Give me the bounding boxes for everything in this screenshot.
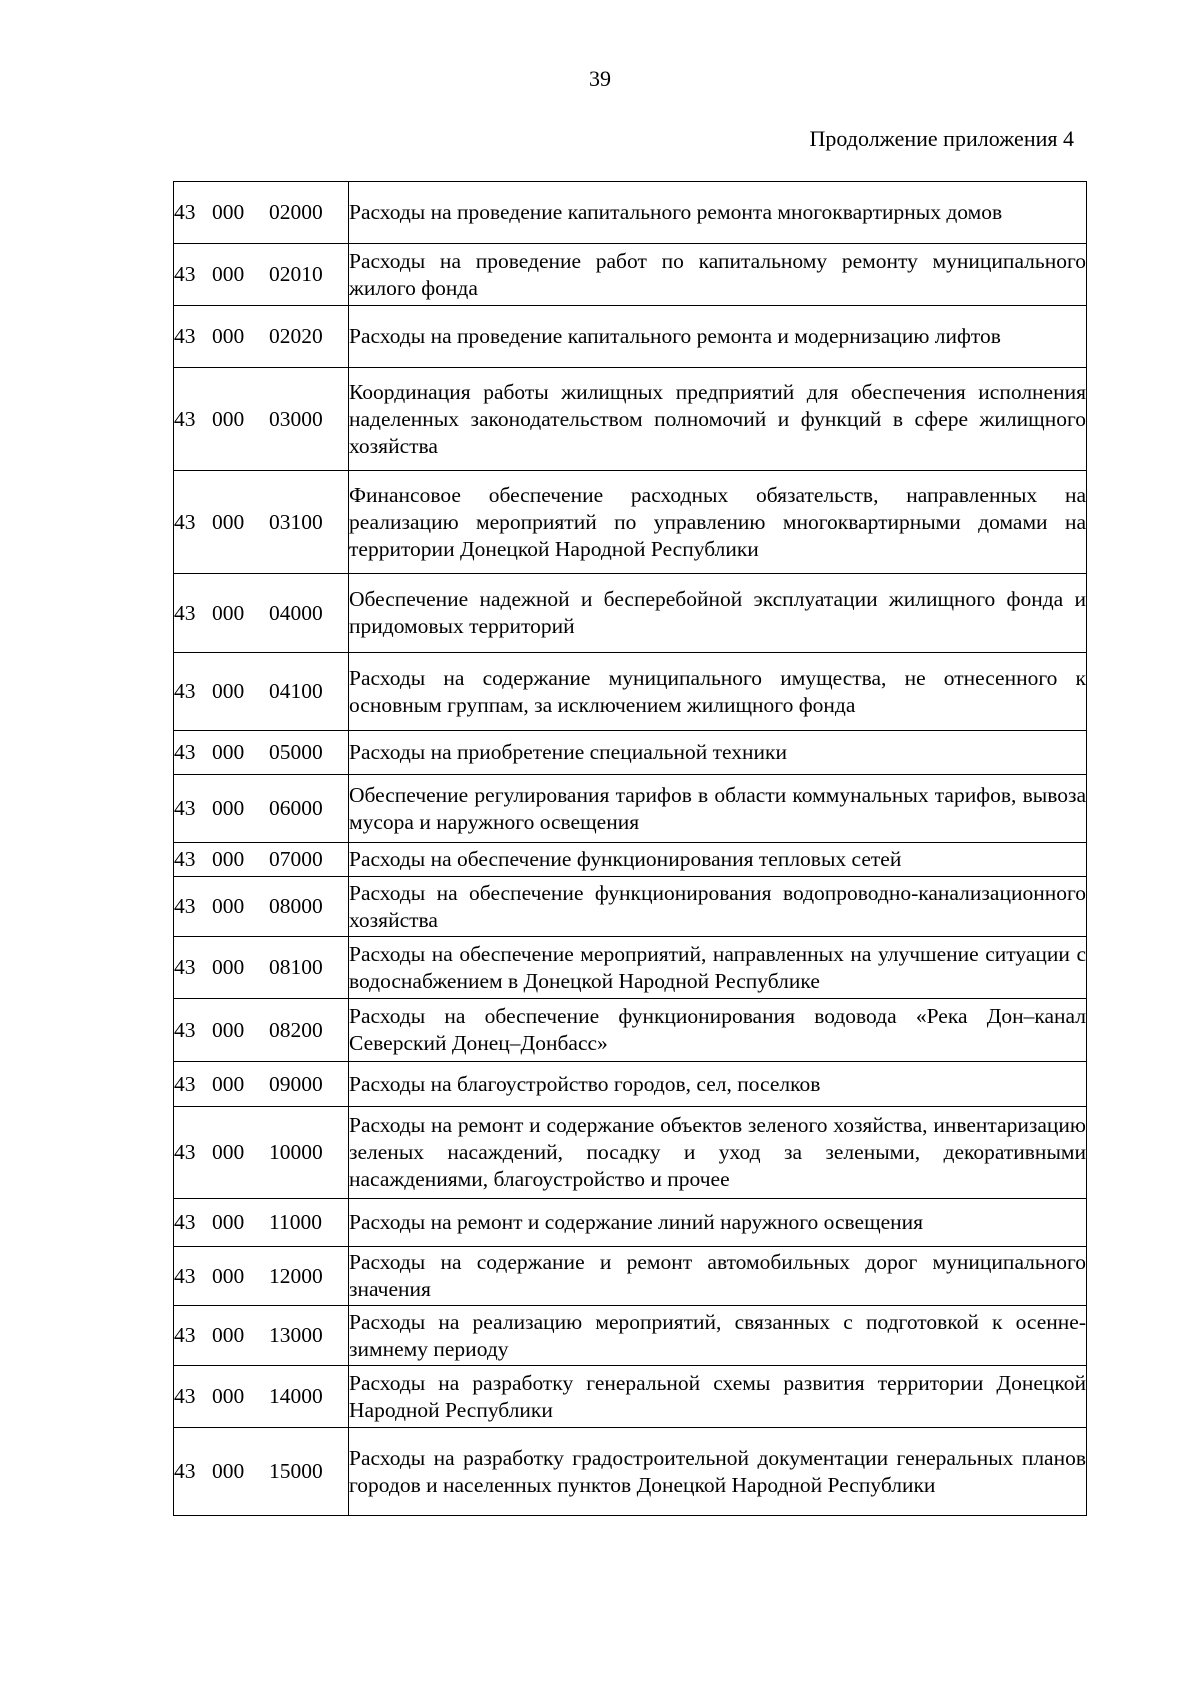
code-subprogram: 000	[212, 847, 245, 871]
code-program: 43	[174, 796, 196, 820]
code-direction: 03100	[269, 509, 323, 534]
appendix-continuation-note: Продолжение приложения 4	[809, 126, 1074, 151]
expense-description-cell: Расходы на благоустройство городов, сел, поселков	[349, 1062, 1087, 1107]
expense-description-cell: Расходы на ремонт и содержание линий наружного освещения	[349, 1199, 1087, 1247]
expense-description-cell: Расходы на обеспечение мероприятий, направленных на улучшение ситуации с водоснабжением в Донецкой Народной Республике	[349, 937, 1087, 999]
code-program: 43	[174, 1210, 196, 1234]
table-row	[174, 1062, 1087, 1107]
code-subprogram: 000	[212, 955, 245, 979]
code-program: 43	[174, 509, 196, 534]
budget-code-cell	[174, 1366, 349, 1428]
code-subprogram: 000	[212, 200, 245, 224]
table-row	[174, 471, 1087, 574]
budget-code-cell	[174, 1107, 349, 1199]
table-row	[174, 1428, 1087, 1516]
budget-code-cell	[174, 471, 349, 574]
code-program: 43	[174, 324, 196, 348]
code-subprogram: 000	[212, 894, 245, 918]
table-row	[174, 1199, 1087, 1247]
table-row	[174, 182, 1087, 244]
code-program: 43	[174, 847, 196, 871]
code-subprogram: 000	[212, 262, 245, 286]
page-number: 39	[589, 66, 611, 91]
expense-description-cell: Расходы на проведение капитального ремонта и модернизацию лифтов	[349, 306, 1087, 368]
expense-description-cell: Расходы на содержание и ремонт автомобильных дорог муниципального значения	[349, 1247, 1087, 1306]
budget-code-cell	[174, 1062, 349, 1107]
expense-description-cell: Обеспечение регулирования тарифов в области коммунальных тарифов, вывоза мусора и наружного освещения	[349, 775, 1087, 843]
code-program: 43	[174, 200, 196, 224]
budget-code-cell	[174, 306, 349, 368]
budget-code-cell	[174, 653, 349, 731]
table-row	[174, 877, 1087, 937]
table-row	[174, 775, 1087, 843]
table-row	[174, 1247, 1087, 1306]
expense-description-cell: Расходы на обеспечение функционирования водовода «Река Дон–канал Северский Донец–Донбасс»	[349, 999, 1087, 1062]
code-subprogram: 000	[212, 1140, 245, 1164]
code-direction: 11000	[269, 1210, 322, 1234]
table-row	[174, 653, 1087, 731]
code-program: 43	[174, 1140, 196, 1164]
expense-description-cell: Расходы на проведение работ по капитальному ремонту муниципального жилого фонда	[349, 244, 1087, 306]
code-subprogram: 000	[212, 796, 245, 820]
code-program: 43	[174, 1263, 196, 1288]
expense-description-cell: Расходы на ремонт и содержание объектов зеленого хозяйства, инвентаризацию зеленых насаждений, посадку и уход за зелеными, декоративными насаждениями, благоустройство и прочее	[349, 1107, 1087, 1199]
budget-code-cell	[174, 1199, 349, 1247]
code-direction: 03000	[269, 406, 323, 431]
table-row	[174, 244, 1087, 306]
table-row	[174, 937, 1087, 999]
code-program: 43	[174, 1017, 196, 1042]
budget-code-cell	[174, 1428, 349, 1516]
code-program: 43	[174, 1323, 196, 1347]
code-direction: 05000	[269, 740, 323, 764]
budget-code-cell	[174, 1247, 349, 1306]
expense-description-cell: Координация работы жилищных предприятий для обеспечения исполнения наделенных законодательством полномочий и функций в сфере жилищного хозяйства	[349, 368, 1087, 471]
code-subprogram: 000	[212, 679, 245, 703]
code-subprogram: 000	[212, 1263, 245, 1288]
code-direction: 02020	[269, 324, 323, 348]
code-direction: 08000	[269, 894, 323, 918]
budget-code-cell	[174, 244, 349, 306]
expense-description-cell: Расходы на проведение капитального ремонта многоквартирных домов	[349, 182, 1087, 244]
code-program: 43	[174, 1459, 196, 1483]
code-direction: 07000	[269, 847, 323, 871]
code-direction: 14000	[269, 1384, 323, 1408]
budget-codes-table	[173, 181, 1087, 1516]
expense-description-cell: Обеспечение надежной и бесперебойной эксплуатации жилищного фонда и придомовых территорий	[349, 574, 1087, 653]
code-subprogram: 000	[212, 406, 245, 431]
code-direction: 02010	[269, 262, 323, 286]
code-direction: 08100	[269, 955, 323, 979]
budget-code-cell	[174, 1306, 349, 1366]
code-direction: 08200	[269, 1017, 323, 1042]
expense-description-cell: Финансовое обеспечение расходных обязательств, направленных на реализацию мероприятий по управлению многоквартирными домами на территории Донецкой Народной Республики	[349, 471, 1087, 574]
code-direction: 12000	[269, 1263, 323, 1288]
code-program: 43	[174, 955, 196, 979]
table-row	[174, 574, 1087, 653]
table-row	[174, 731, 1087, 775]
expense-description-cell: Расходы на разработку генеральной схемы развития территории Донецкой Народной Республики	[349, 1366, 1087, 1428]
code-program: 43	[174, 1071, 196, 1096]
code-direction: 10000	[269, 1140, 323, 1164]
table-row	[174, 1366, 1087, 1428]
budget-code-cell	[174, 731, 349, 775]
code-direction: 06000	[269, 796, 323, 820]
table-row	[174, 999, 1087, 1062]
code-subprogram: 000	[212, 1459, 245, 1483]
code-subprogram: 000	[212, 1071, 245, 1096]
table-row	[174, 1107, 1087, 1199]
code-direction: 04100	[269, 679, 323, 703]
code-subprogram: 000	[212, 1210, 245, 1234]
code-subprogram: 000	[212, 509, 245, 534]
code-program: 43	[174, 600, 196, 625]
code-direction: 04000	[269, 600, 323, 625]
code-subprogram: 000	[212, 1323, 245, 1347]
code-program: 43	[174, 894, 196, 918]
budget-code-cell	[174, 843, 349, 877]
code-subprogram: 000	[212, 740, 245, 764]
expense-description-cell: Расходы на реализацию мероприятий, связанных с подготовкой к осенне-зимнему периоду	[349, 1306, 1087, 1366]
code-direction: 09000	[269, 1071, 323, 1096]
code-program: 43	[174, 406, 196, 431]
budget-code-cell	[174, 877, 349, 937]
expense-description-cell: Расходы на содержание муниципального имущества, не отнесенного к основным группам, за исключением жилищного фонда	[349, 653, 1087, 731]
code-direction: 13000	[269, 1323, 323, 1347]
budget-code-cell	[174, 775, 349, 843]
code-program: 43	[174, 679, 196, 703]
code-program: 43	[174, 1384, 196, 1408]
code-direction: 02000	[269, 200, 323, 224]
budget-code-cell	[174, 999, 349, 1062]
table-row	[174, 306, 1087, 368]
expense-description-cell: Расходы на приобретение специальной техники	[349, 731, 1087, 775]
table-row	[174, 368, 1087, 471]
budget-code-cell	[174, 368, 349, 471]
code-direction: 15000	[269, 1459, 323, 1483]
budget-code-cell	[174, 182, 349, 244]
code-subprogram: 000	[212, 324, 245, 348]
budget-code-cell	[174, 937, 349, 999]
expense-description-cell: Расходы на обеспечение функционирования водопроводно-канализационного хозяйства	[349, 877, 1087, 937]
table-row	[174, 1306, 1087, 1366]
budget-code-cell	[174, 574, 349, 653]
expense-description-cell: Расходы на разработку градостроительной документации генеральных планов городов и населенных пунктов Донецкой Народной Республики	[349, 1428, 1087, 1516]
expense-description-cell: Расходы на обеспечение функционирования тепловых сетей	[349, 843, 1087, 877]
code-program: 43	[174, 262, 196, 286]
table-row	[174, 843, 1087, 877]
code-subprogram: 000	[212, 600, 245, 625]
budget-codes-table-body	[174, 182, 1087, 1516]
code-subprogram: 000	[212, 1384, 245, 1408]
code-program: 43	[174, 740, 196, 764]
code-subprogram: 000	[212, 1017, 245, 1042]
